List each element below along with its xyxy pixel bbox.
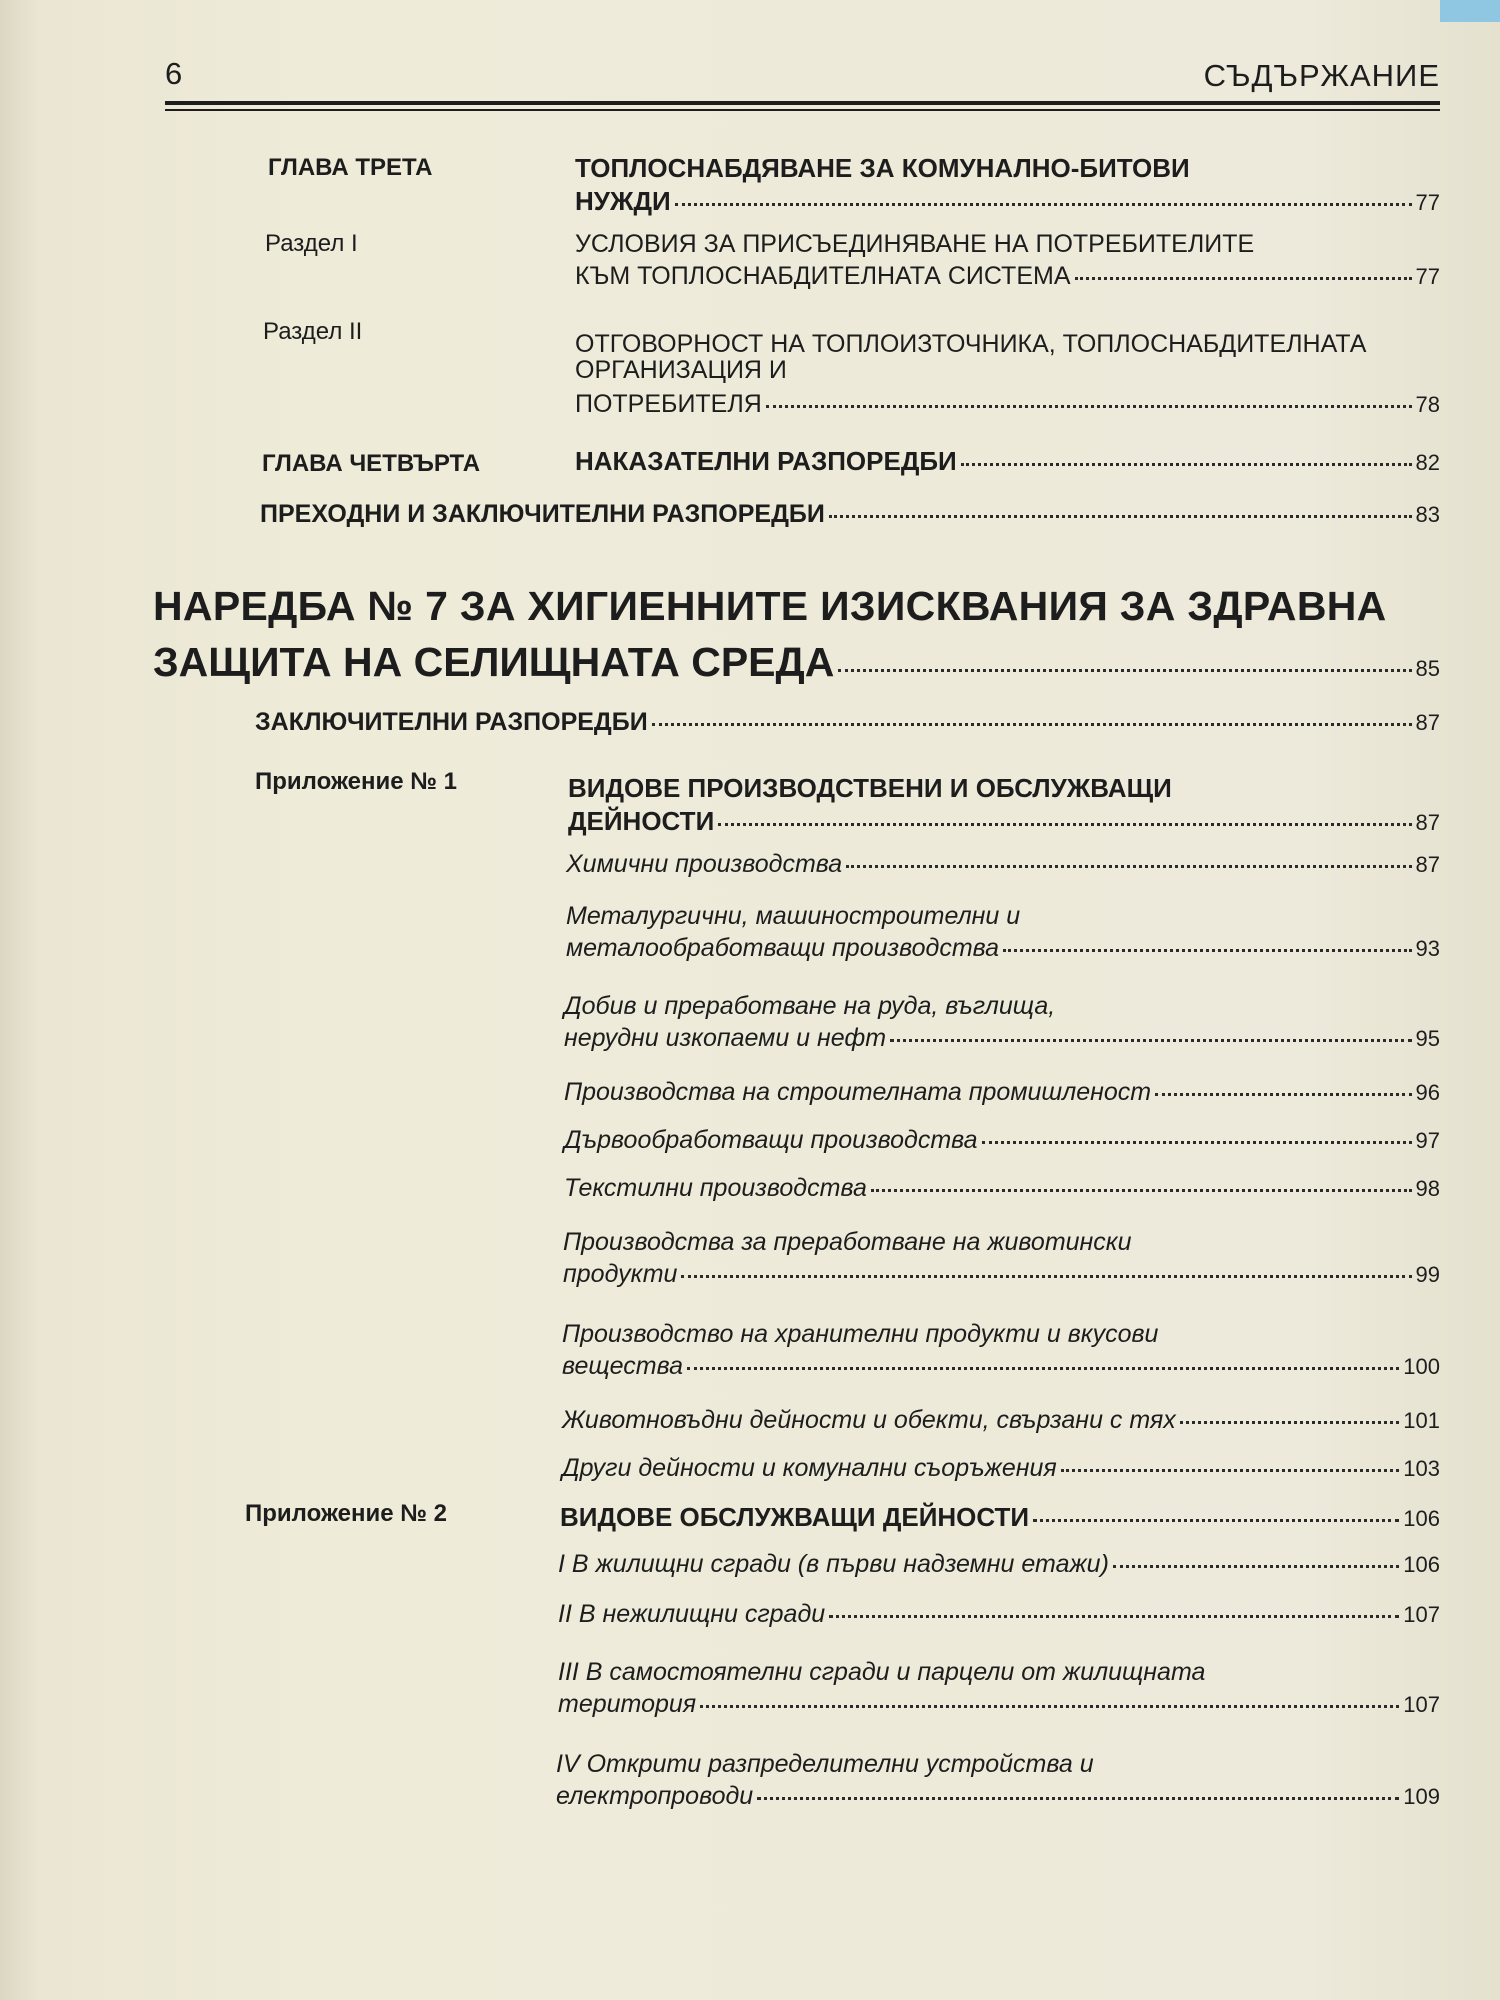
page-header [165, 52, 1440, 122]
leader-dots [961, 461, 1412, 466]
leader-dots [838, 667, 1411, 672]
toc-subtitle: територия [558, 1690, 697, 1718]
toc-title: ПОТРЕБИТЕЛЯ [575, 390, 762, 418]
toc-subentry [558, 1550, 1440, 1579]
leader-dots [1003, 947, 1411, 952]
toc-subentry [566, 934, 1440, 963]
toc-entry [568, 806, 1440, 837]
toc-subentry [563, 1260, 1440, 1289]
toc-title: ВИДОВЕ ПРОИЗВОДСТВЕНИ И ОБСЛУЖВАЩИ [568, 773, 1172, 803]
page-ref: 97 [1415, 1128, 1440, 1153]
toc-subentry [562, 1454, 1440, 1483]
toc-subtitle: металообработващи производства [566, 934, 1000, 962]
background-strip [1440, 0, 1500, 22]
page-ref: 77 [1415, 190, 1440, 215]
toc-subtitle: Химични производства [566, 850, 843, 878]
page-ref: 96 [1415, 1080, 1440, 1105]
page-ref: 82 [1415, 450, 1440, 475]
toc-subentry [558, 1690, 1440, 1719]
toc-entry [575, 390, 1440, 419]
toc-subtitle: I В жилищни сгради (в първи надземни етажи) [558, 1550, 1109, 1578]
toc-entry [575, 262, 1440, 291]
toc-subtitle: II В нежилищни сгради [558, 1600, 826, 1628]
toc-subtitle: III В самостоятелни сгради и парцели от жилищната [558, 1658, 1206, 1686]
leader-dots [982, 1139, 1412, 1144]
leader-dots [1180, 1419, 1400, 1424]
toc-entry [575, 186, 1440, 217]
page-ref: 87 [1415, 710, 1440, 735]
leader-dots [757, 1795, 1399, 1800]
leader-dots [652, 721, 1412, 726]
toc-subtitle: Животновъдни дейности и обекти, свързани с тях [562, 1406, 1176, 1434]
toc-entry [560, 1502, 1440, 1533]
toc-subtitle: нерудни изкопаеми и нефт [564, 1024, 887, 1052]
page-ref: 107 [1403, 1602, 1440, 1627]
page-ref: 93 [1415, 936, 1440, 961]
toc-subentry [564, 1024, 1440, 1053]
toc-subtitle: Металургични, машиностроителни и [566, 902, 1021, 930]
toc-subentry [564, 1174, 1440, 1203]
toc-title: ОРГАНИЗАЦИЯ И [575, 356, 787, 384]
ordinance-title: ЗАЩИТА НА СЕЛИЩНАТА СРЕДА [153, 639, 835, 685]
toc-entry [153, 636, 1440, 688]
toc-title: УСЛОВИЯ ЗА ПРИСЪЕДИНЯВАНЕ НА ПОТРЕБИТЕЛИТЕ [575, 230, 1255, 258]
toc-subtitle: електропроводи [556, 1782, 754, 1810]
leader-dots [1061, 1467, 1400, 1472]
toc-label: ГЛАВА ЧЕТВЪРТА [262, 450, 481, 477]
toc-subentry [564, 1078, 1440, 1107]
page-ref: 78 [1415, 392, 1440, 417]
toc-subentry [562, 1406, 1440, 1435]
header-rule-thin [165, 109, 1440, 111]
toc-subtitle: Други дейности и комунални съоръжения [562, 1454, 1057, 1482]
leader-dots [890, 1037, 1411, 1042]
page-ref: 109 [1403, 1784, 1440, 1809]
toc-label: Раздел I [265, 230, 358, 257]
toc-subtitle: Дървообработващи производства [564, 1126, 978, 1154]
leader-dots [681, 1273, 1411, 1278]
toc-label: Приложение № 2 [245, 1500, 448, 1527]
page-ref: 95 [1415, 1026, 1440, 1051]
page-ref: 87 [1415, 810, 1440, 835]
leader-dots [1033, 1517, 1399, 1522]
toc-title: ЗАКЛЮЧИТЕЛНИ РАЗПОРЕДБИ [255, 708, 648, 736]
toc-title: ТОПЛОСНАБДЯВАНЕ ЗА КОМУНАЛНО-БИТОВИ [575, 153, 1190, 183]
toc-subtitle: Добив и преработване на руда, въглища, [564, 992, 1056, 1020]
toc-title: ДЕЙНОСТИ [568, 806, 715, 836]
toc-entry [260, 500, 1440, 529]
toc-label: Раздел II [263, 318, 363, 345]
page-ref: 98 [1415, 1176, 1440, 1201]
ordinance-title: НАРЕДБА № 7 ЗА ХИГИЕННИТЕ ИЗИСКВАНИЯ ЗА ЗДРАВНА [153, 583, 1387, 629]
leader-dots [700, 1703, 1399, 1708]
toc-label: Приложение № 1 [255, 768, 458, 795]
running-title: СЪДЪРЖАНИЕ [1203, 58, 1440, 93]
toc-entry [255, 708, 1440, 737]
toc-label: ГЛАВА ТРЕТА [268, 154, 433, 181]
leader-dots [846, 863, 1411, 868]
page-ref: 85 [1415, 656, 1440, 681]
page-ref: 83 [1415, 502, 1440, 527]
leader-dots [829, 1613, 1399, 1618]
leader-dots [871, 1187, 1412, 1192]
page-ref: 107 [1403, 1692, 1440, 1717]
toc-subentry [558, 1600, 1440, 1629]
toc-subtitle: Производства на строителната промишленост [564, 1078, 1152, 1106]
page-ref: 101 [1403, 1408, 1440, 1433]
leader-dots [675, 201, 1412, 206]
toc-subtitle: Производства за преработване на животински [563, 1228, 1132, 1256]
toc-subentry [566, 850, 1440, 879]
leader-dots [1075, 275, 1412, 280]
toc-title: ОТГОВОРНОСТ НА ТОПЛОИЗТОЧНИКА, ТОПЛОСНАБДИТЕЛНАТА [575, 330, 1367, 358]
page-ref: 100 [1403, 1354, 1440, 1379]
page-ref: 103 [1403, 1456, 1440, 1481]
toc-subentry [564, 1126, 1440, 1155]
page-ref: 99 [1415, 1262, 1440, 1287]
page-ref: 106 [1403, 1552, 1440, 1577]
toc-subentry [556, 1782, 1440, 1811]
toc-entry [575, 446, 1440, 477]
toc-title: НАКАЗАТЕЛНИ РАЗПОРЕДБИ [575, 446, 957, 476]
leader-dots [1155, 1091, 1411, 1096]
header-rule [165, 101, 1440, 105]
page-ref: 77 [1415, 264, 1440, 289]
leader-dots [1113, 1563, 1399, 1568]
toc-title: ПРЕХОДНИ И ЗАКЛЮЧИТЕЛНИ РАЗПОРЕДБИ [260, 500, 825, 528]
toc-title: НУЖДИ [575, 186, 671, 216]
leader-dots [687, 1365, 1399, 1370]
toc-title: ВИДОВЕ ОБСЛУЖВАЩИ ДЕЙНОСТИ [560, 1502, 1030, 1532]
leader-dots [766, 403, 1412, 408]
page-ref: 87 [1415, 852, 1440, 877]
page-ref: 106 [1403, 1506, 1440, 1531]
page-number: 6 [165, 56, 183, 91]
leader-dots [829, 513, 1412, 518]
toc-title: КЪМ ТОПЛОСНАБДИТЕЛНАТА СИСТЕМА [575, 262, 1071, 290]
toc-subtitle: Текстилни производства [564, 1174, 867, 1202]
toc-subentry [562, 1352, 1440, 1381]
toc-subtitle: IV Открити разпределителни устройства и [556, 1750, 1094, 1778]
leader-dots [718, 821, 1411, 826]
toc-subtitle: вещества [562, 1352, 684, 1380]
toc-subtitle: Производство на хранителни продукти и вкусови [562, 1320, 1159, 1348]
toc-subtitle: продукти [563, 1260, 678, 1288]
